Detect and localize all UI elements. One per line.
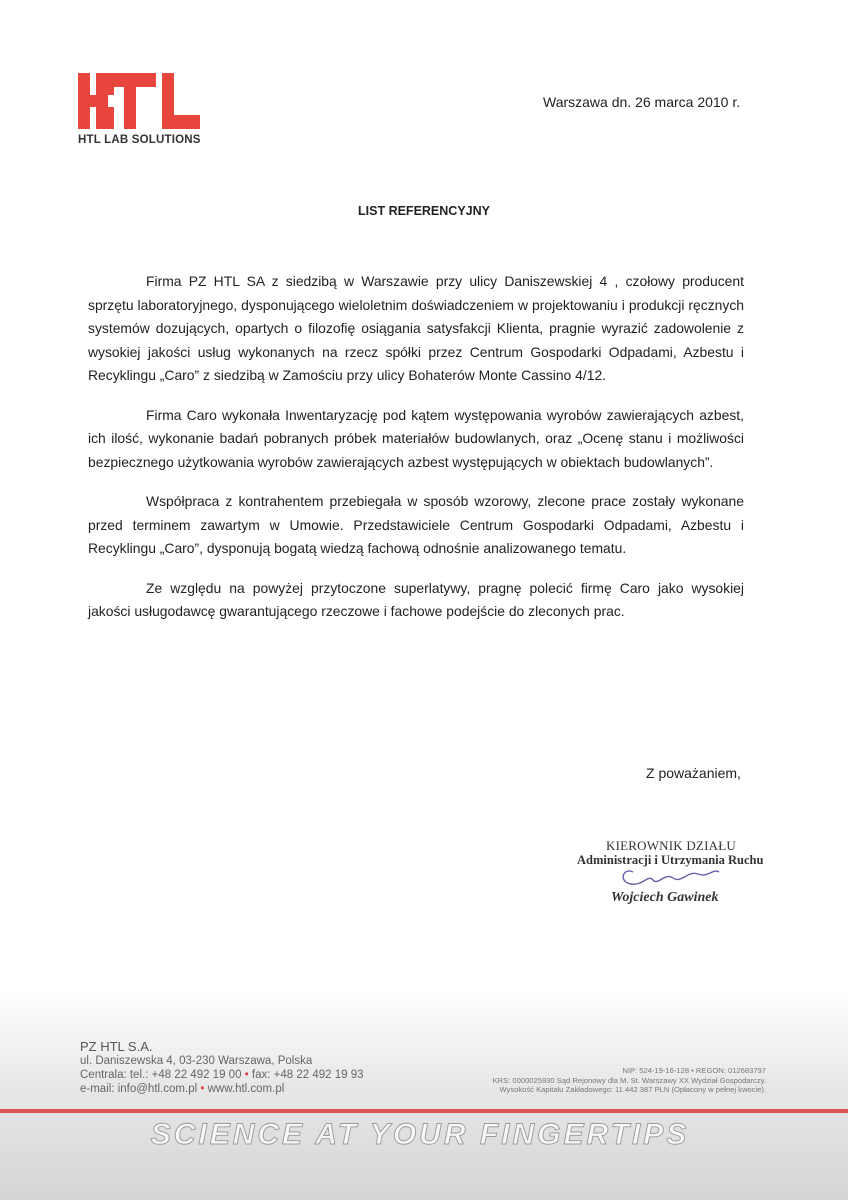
phone-label: Centrala: tel.: xyxy=(80,1069,149,1081)
slogan-text: SCIENCE AT YOUR FINGERTIPS xyxy=(150,1118,690,1151)
footer-slogan xyxy=(0,1116,848,1152)
htl-logo xyxy=(78,73,202,146)
bullet: • xyxy=(200,1083,205,1095)
email-label: e-mail: xyxy=(80,1083,115,1095)
letter-body xyxy=(88,270,744,640)
paragraph: Firma PZ HTL SA z siedzibą w Warszawie przy ulicy Daniszewskiej 4 , czołowy producent sprzętu laboratoryjnego, dysponującego wieloletnim doświadczeniem w projektowaniu i produkcji ręcznych systemów dozujących, opartych o filozofię osiągania satysfakcji Klienta, pragnie wyrazić zadowolenie z wysokiej jakości usług wykonanych na rzecz spółki przez Centrum Gospodarki Odpadami, Azbestu i Recyklingu „Caro” z siedzibą w Zamościu przy ulicy Bohaterów Monte Cassino 4/12. xyxy=(88,273,744,383)
registry-capital: Wysokość Kapitału Zakładowego: 11 442 387 PLN (Opłacony w pełnej kwocie). xyxy=(499,1085,766,1094)
stamp-title: KIEROWNIK DZIAŁU xyxy=(606,838,736,853)
footer-phone-line xyxy=(80,1068,364,1082)
email-link[interactable]: info@htl.com.pl xyxy=(117,1083,198,1095)
paragraph: Współpraca z kontrahentem przebiegała w sposób wzorowy, zlecone prace zostały wykonane przed terminem zawartym w Umowie. Przedstawiciele Centrum Gospodarki Odpadami, Azbestu i Recyklingu „Caro”, dysponują bogatą wiedzą fachową odnośnie analizowanego tematu. xyxy=(88,493,744,556)
paragraph: Ze względu na powyżej przytoczone superlatywy, pragnę polecić firmę Caro jako wysokiej jakości usługodawcę gwarantującego rzeczowe i fachowe podejście do zleconych prac. xyxy=(88,579,744,619)
registry-nip-regon: NIP: 524-19-16-128 • REGON: 012683797 xyxy=(622,1066,766,1075)
footer-web-line xyxy=(80,1082,364,1096)
fax-label: fax: xyxy=(251,1069,271,1081)
letter-date: Warszawa dn. 26 marca 2010 r. xyxy=(543,94,741,110)
footer-contact xyxy=(80,1040,364,1096)
fax-number: +48 22 492 19 93 xyxy=(273,1069,364,1081)
website-link[interactable]: www.htl.com.pl xyxy=(207,1083,285,1095)
footer-registry xyxy=(493,1066,766,1095)
stamp-department: Administracji i Utrzymania Ruchu xyxy=(577,853,764,867)
handwritten-signature xyxy=(603,862,723,892)
logo-caption: HTL LAB SOLUTIONS xyxy=(78,134,201,146)
registry-krs: KRS: 0000025930 Sąd Rejonowy dla M. St. Warszawy XX Wydział Gospodarczy. xyxy=(492,1075,766,1085)
phone-number: +48 22 492 19 00 xyxy=(151,1069,242,1081)
closing-salutation: Z poważaniem, xyxy=(646,765,741,781)
footer-address: ul. Daniszewska 4, 03-230 Warszawa, Polska xyxy=(80,1055,313,1067)
letter-title: LIST REFERENCYJNY xyxy=(358,204,490,218)
bullet: • xyxy=(244,1069,249,1081)
footer-company: PZ HTL S.A. xyxy=(80,1039,153,1054)
footer-accent-line xyxy=(0,1109,848,1113)
htl-logo-mark xyxy=(78,73,200,129)
signatory-name: Wojciech Gawinek xyxy=(611,890,719,905)
paragraph: Firma Caro wykonała Inwentaryzację pod kątem występowania wyrobów zawierających azbest, ich ilość, wykonanie badań pobranych próbek materiałów budowlanych, oraz „Ocenę stanu i możliwości bezpiecznego użytkowania wyrobów zawierających azbest występujących w obiektach budowlanych”. xyxy=(88,406,744,470)
